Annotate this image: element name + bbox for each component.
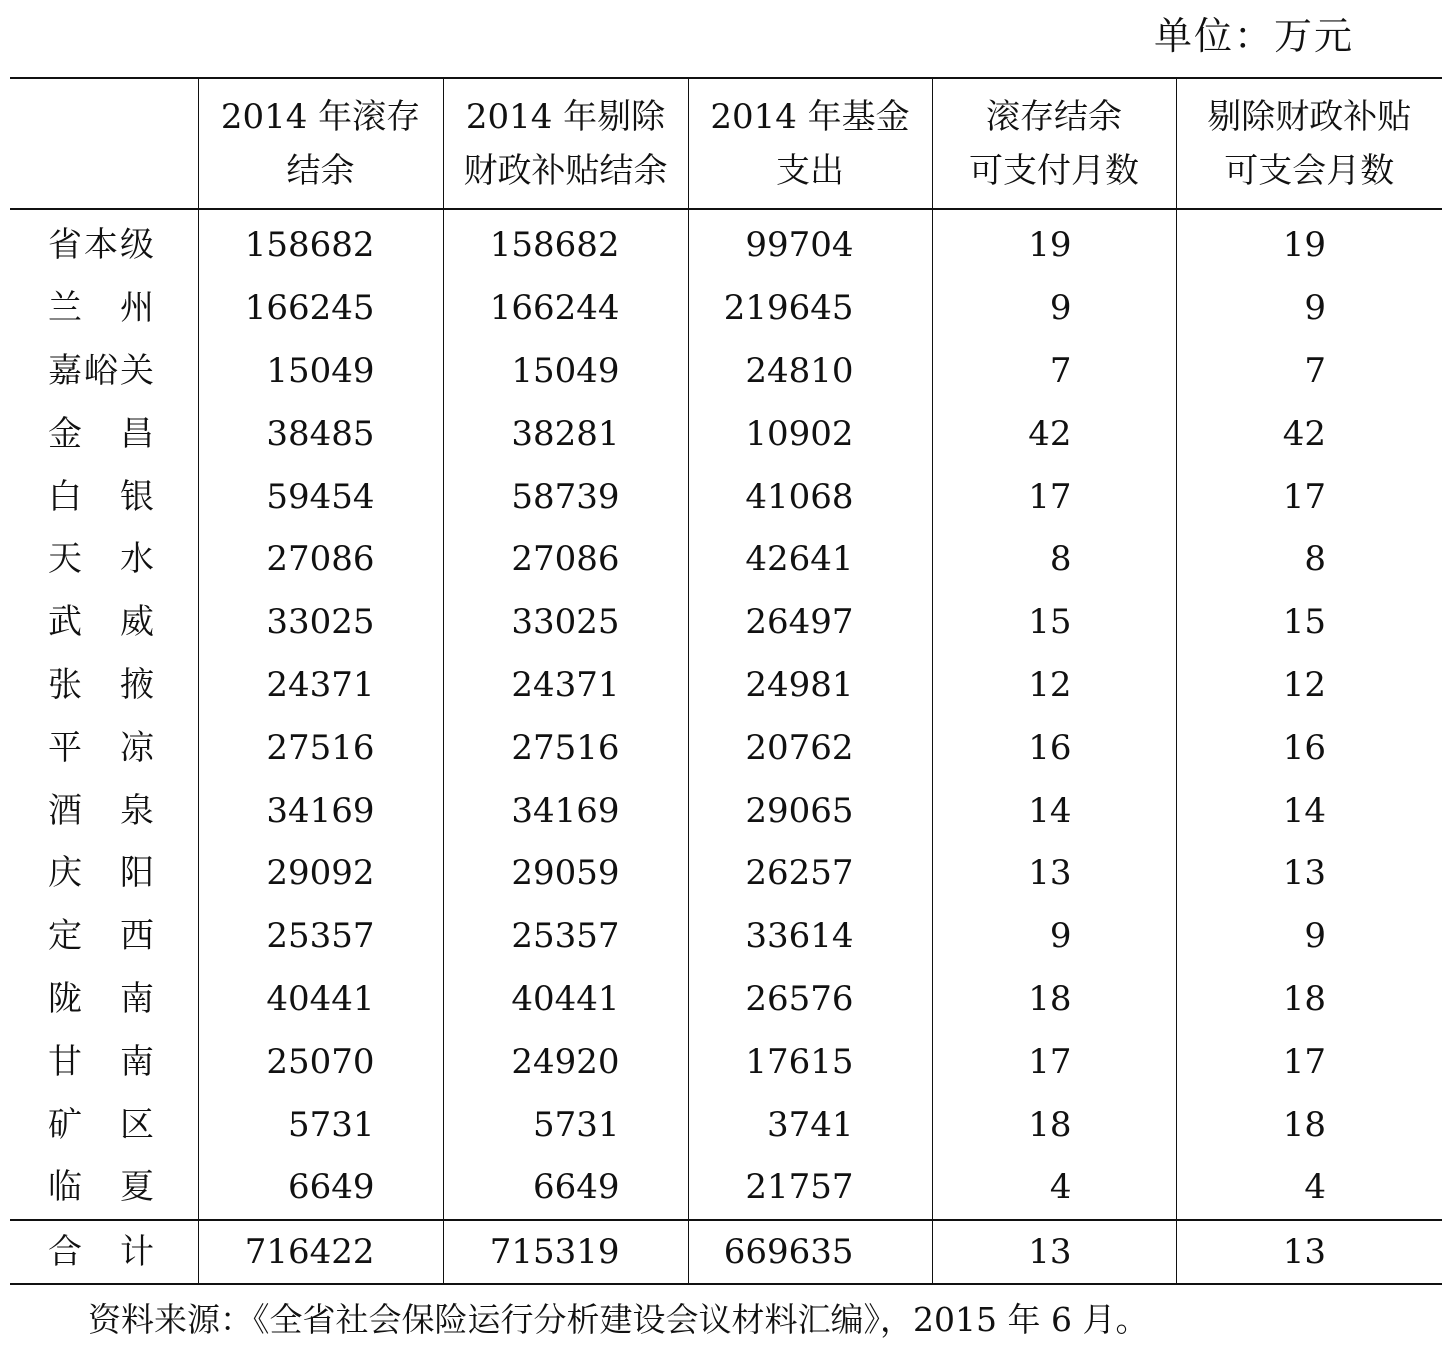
- header-line: 支出: [776, 150, 844, 191]
- total-cell: 715319: [443, 1220, 688, 1284]
- value-cell: 42641: [688, 528, 932, 591]
- value-cell: 15: [1176, 591, 1442, 654]
- value-cell: 9: [1176, 905, 1442, 968]
- table-row: [10, 591, 1442, 654]
- value-cell: 59454: [198, 465, 443, 528]
- region-name-cell: 兰 州: [48, 288, 156, 329]
- value-cell: 38281: [443, 402, 688, 465]
- value-cell: 14: [932, 779, 1176, 842]
- table-row: [10, 905, 1442, 968]
- value-cell: 10902: [688, 402, 932, 465]
- value-cell: 15049: [198, 340, 443, 403]
- value-cell: 33025: [198, 591, 443, 654]
- value-cell: 21757: [688, 1156, 932, 1220]
- value-cell: 13: [932, 842, 1176, 905]
- value-cell: 26257: [688, 842, 932, 905]
- region-name-cell: 庆 阳: [48, 853, 156, 894]
- table-row: [10, 209, 1442, 277]
- header-line: 2014 年基金: [710, 96, 910, 137]
- value-cell: 18: [1176, 968, 1442, 1031]
- value-cell: 18: [932, 968, 1176, 1031]
- value-cell: 18: [932, 1093, 1176, 1156]
- header-line: 可支付月数: [969, 150, 1139, 191]
- value-cell: 25357: [198, 905, 443, 968]
- value-cell: 99704: [688, 209, 932, 277]
- value-cell: 7: [1176, 340, 1442, 403]
- region-name-cell: 定 西: [48, 916, 156, 957]
- value-cell: 16: [932, 716, 1176, 779]
- region-name-cell: 甘 南: [48, 1041, 156, 1082]
- header-cell: [443, 78, 688, 209]
- total-cell: 669635: [688, 1220, 932, 1284]
- value-cell: 24371: [198, 654, 443, 717]
- value-cell: 40441: [443, 968, 688, 1031]
- value-cell: 38485: [198, 402, 443, 465]
- value-cell: 27086: [443, 528, 688, 591]
- region-name-cell: 武 威: [48, 602, 156, 643]
- region-name-cell: 平 凉: [48, 727, 156, 768]
- value-cell: 42: [932, 402, 1176, 465]
- table-row: [10, 340, 1442, 403]
- header-cell: [688, 78, 932, 209]
- value-cell: 5731: [443, 1093, 688, 1156]
- value-cell: 17: [932, 1030, 1176, 1093]
- value-cell: 12: [1176, 654, 1442, 717]
- value-cell: 17615: [688, 1030, 932, 1093]
- header-cell: [198, 78, 443, 209]
- header-line: 滚存结余: [986, 96, 1122, 137]
- value-cell: 58739: [443, 465, 688, 528]
- value-cell: 4: [932, 1156, 1176, 1220]
- table-row: [10, 528, 1442, 591]
- value-cell: 25070: [198, 1030, 443, 1093]
- region-name-cell: 陇 南: [48, 978, 156, 1019]
- value-cell: 6649: [443, 1156, 688, 1220]
- header-row: [10, 78, 1442, 209]
- table-row: [10, 1093, 1442, 1156]
- value-cell: 17: [1176, 1030, 1442, 1093]
- region-name-cell: 张 掖: [48, 664, 156, 705]
- value-cell: 15: [932, 591, 1176, 654]
- value-cell: 29092: [198, 842, 443, 905]
- value-cell: 3741: [688, 1093, 932, 1156]
- region-name-cell: 省本级: [48, 225, 156, 266]
- total-cell: 13: [1176, 1220, 1442, 1284]
- value-cell: 26497: [688, 591, 932, 654]
- value-cell: 27516: [443, 716, 688, 779]
- value-cell: 27086: [198, 528, 443, 591]
- value-cell: 14: [1176, 779, 1442, 842]
- value-cell: 34169: [198, 779, 443, 842]
- header-cell: [932, 78, 1176, 209]
- value-cell: 19: [1176, 209, 1442, 277]
- value-cell: 41068: [688, 465, 932, 528]
- table-header: [10, 78, 1442, 209]
- value-cell: 17: [932, 465, 1176, 528]
- total-cell: 716422: [198, 1220, 443, 1284]
- region-name-cell: 酒 泉: [48, 790, 156, 831]
- value-cell: 158682: [443, 209, 688, 277]
- total-name-cell: 合 计: [48, 1231, 156, 1272]
- value-cell: 9: [932, 277, 1176, 340]
- total-row: [10, 1220, 1442, 1284]
- table-row: [10, 716, 1442, 779]
- value-cell: 17: [1176, 465, 1442, 528]
- header-line: 2014 年剔除: [465, 96, 666, 137]
- value-cell: 24981: [688, 654, 932, 717]
- value-cell: 6649: [198, 1156, 443, 1220]
- table-row: [10, 779, 1442, 842]
- value-cell: 42: [1176, 402, 1442, 465]
- value-cell: 219645: [688, 277, 932, 340]
- value-cell: 8: [1176, 528, 1442, 591]
- value-cell: 26576: [688, 968, 932, 1031]
- table-row: [10, 277, 1442, 340]
- table-footer: [10, 1220, 1442, 1284]
- total-cell: 13: [932, 1220, 1176, 1284]
- table-row: [10, 1156, 1442, 1220]
- header-line: 剔除财政补贴: [1207, 96, 1412, 137]
- region-name-cell: 白 银: [48, 476, 156, 517]
- value-cell: 158682: [198, 209, 443, 277]
- value-cell: 29065: [688, 779, 932, 842]
- header-line: 结余: [286, 150, 355, 191]
- table-row: [10, 465, 1442, 528]
- unit-label: 单位：万元: [1153, 14, 1354, 58]
- region-name-cell: 临 夏: [48, 1167, 156, 1208]
- fund-balance-table: [10, 77, 1442, 1285]
- table-row: [10, 654, 1442, 717]
- value-cell: 13: [1176, 842, 1442, 905]
- value-cell: 34169: [443, 779, 688, 842]
- region-name-cell: 金 昌: [48, 413, 156, 454]
- value-cell: 40441: [198, 968, 443, 1031]
- value-cell: 27516: [198, 716, 443, 779]
- table-row: [10, 968, 1442, 1031]
- value-cell: 33025: [443, 591, 688, 654]
- region-name-cell: 天 水: [48, 539, 156, 580]
- value-cell: 24810: [688, 340, 932, 403]
- value-cell: 24920: [443, 1030, 688, 1093]
- value-cell: 33614: [688, 905, 932, 968]
- value-cell: 16: [1176, 716, 1442, 779]
- value-cell: 9: [932, 905, 1176, 968]
- header-cell: [1176, 78, 1442, 209]
- region-name-cell: 矿 区: [48, 1104, 156, 1145]
- value-cell: 7: [932, 340, 1176, 403]
- value-cell: 9: [1176, 277, 1442, 340]
- table-row: [10, 402, 1442, 465]
- value-cell: 19: [932, 209, 1176, 277]
- region-name-cell: 嘉峪关: [48, 350, 156, 391]
- value-cell: 18: [1176, 1093, 1442, 1156]
- header-line: 2014 年滚存: [220, 96, 421, 137]
- table-body: [10, 209, 1442, 1220]
- value-cell: 25357: [443, 905, 688, 968]
- value-cell: 29059: [443, 842, 688, 905]
- value-cell: 8: [932, 528, 1176, 591]
- value-cell: 4: [1176, 1156, 1442, 1220]
- value-cell: 166245: [198, 277, 443, 340]
- value-cell: 5731: [198, 1093, 443, 1156]
- header-line: 可支会月数: [1224, 150, 1395, 191]
- header-line: 财政补贴结余: [463, 150, 668, 191]
- value-cell: 15049: [443, 340, 688, 403]
- source-note: 资料来源：《全省社会保险运行分析建设会议材料汇编》，2015 年 6 月。: [88, 1300, 1149, 1339]
- header-cell: [10, 78, 198, 209]
- table-row: [10, 842, 1442, 905]
- value-cell: 12: [932, 654, 1176, 717]
- table-row: [10, 1030, 1442, 1093]
- value-cell: 166244: [443, 277, 688, 340]
- value-cell: 20762: [688, 716, 932, 779]
- value-cell: 24371: [443, 654, 688, 717]
